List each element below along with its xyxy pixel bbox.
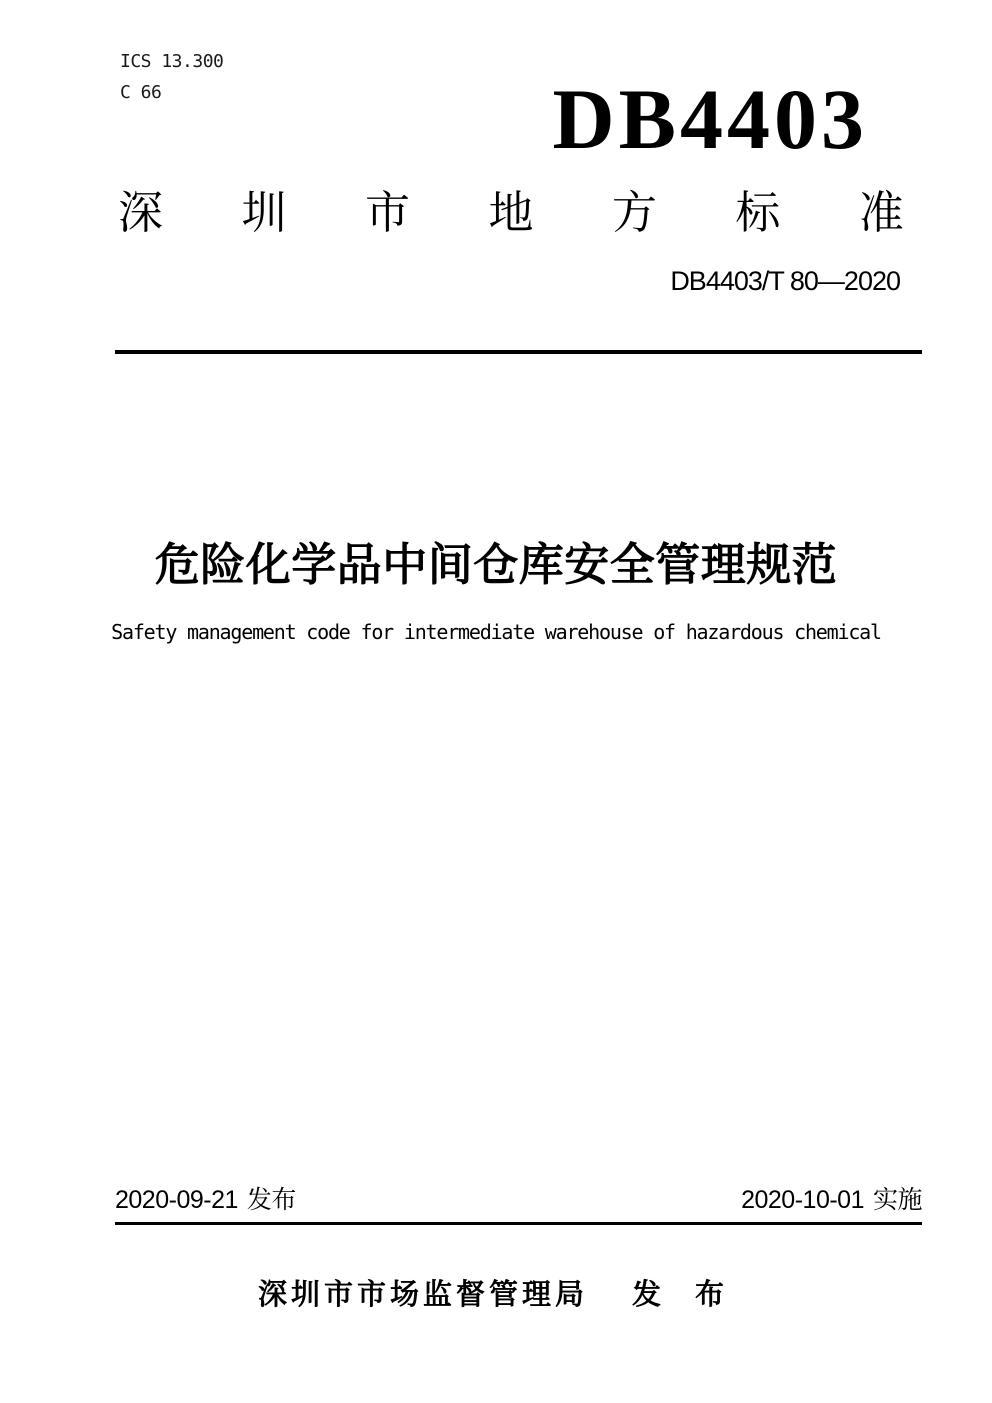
ics-block	[120, 46, 223, 108]
publish-label: 发 布	[631, 1279, 735, 1311]
header-rule	[115, 350, 922, 354]
standard-name: 深 圳 市 地 方 标 准	[118, 187, 904, 238]
implementation-date: 2020-10-01	[741, 1186, 864, 1214]
document-title-cn: 危险化学品中间仓库安全管理规范	[154, 539, 838, 590]
issue-date: 2020-09-21	[115, 1186, 238, 1214]
implementation-label: 实施	[872, 1186, 922, 1214]
doc-number: DB4403/T 80—2020	[670, 266, 900, 296]
db-logo: DB4403	[552, 71, 868, 167]
publisher-row	[0, 1272, 992, 1313]
publisher-name: 深圳市市场监督管理局	[257, 1279, 588, 1311]
document-title-en: Safety management code for intermediate warehouse of hazardous chemical	[111, 620, 881, 644]
classification-code: C 66	[120, 82, 162, 103]
issue-date-group	[115, 1180, 296, 1216]
issue-label: 发布	[246, 1186, 296, 1214]
dates-row	[115, 1180, 922, 1225]
implementation-date-group	[741, 1180, 922, 1216]
ics-code: ICS 13.300	[120, 51, 224, 72]
